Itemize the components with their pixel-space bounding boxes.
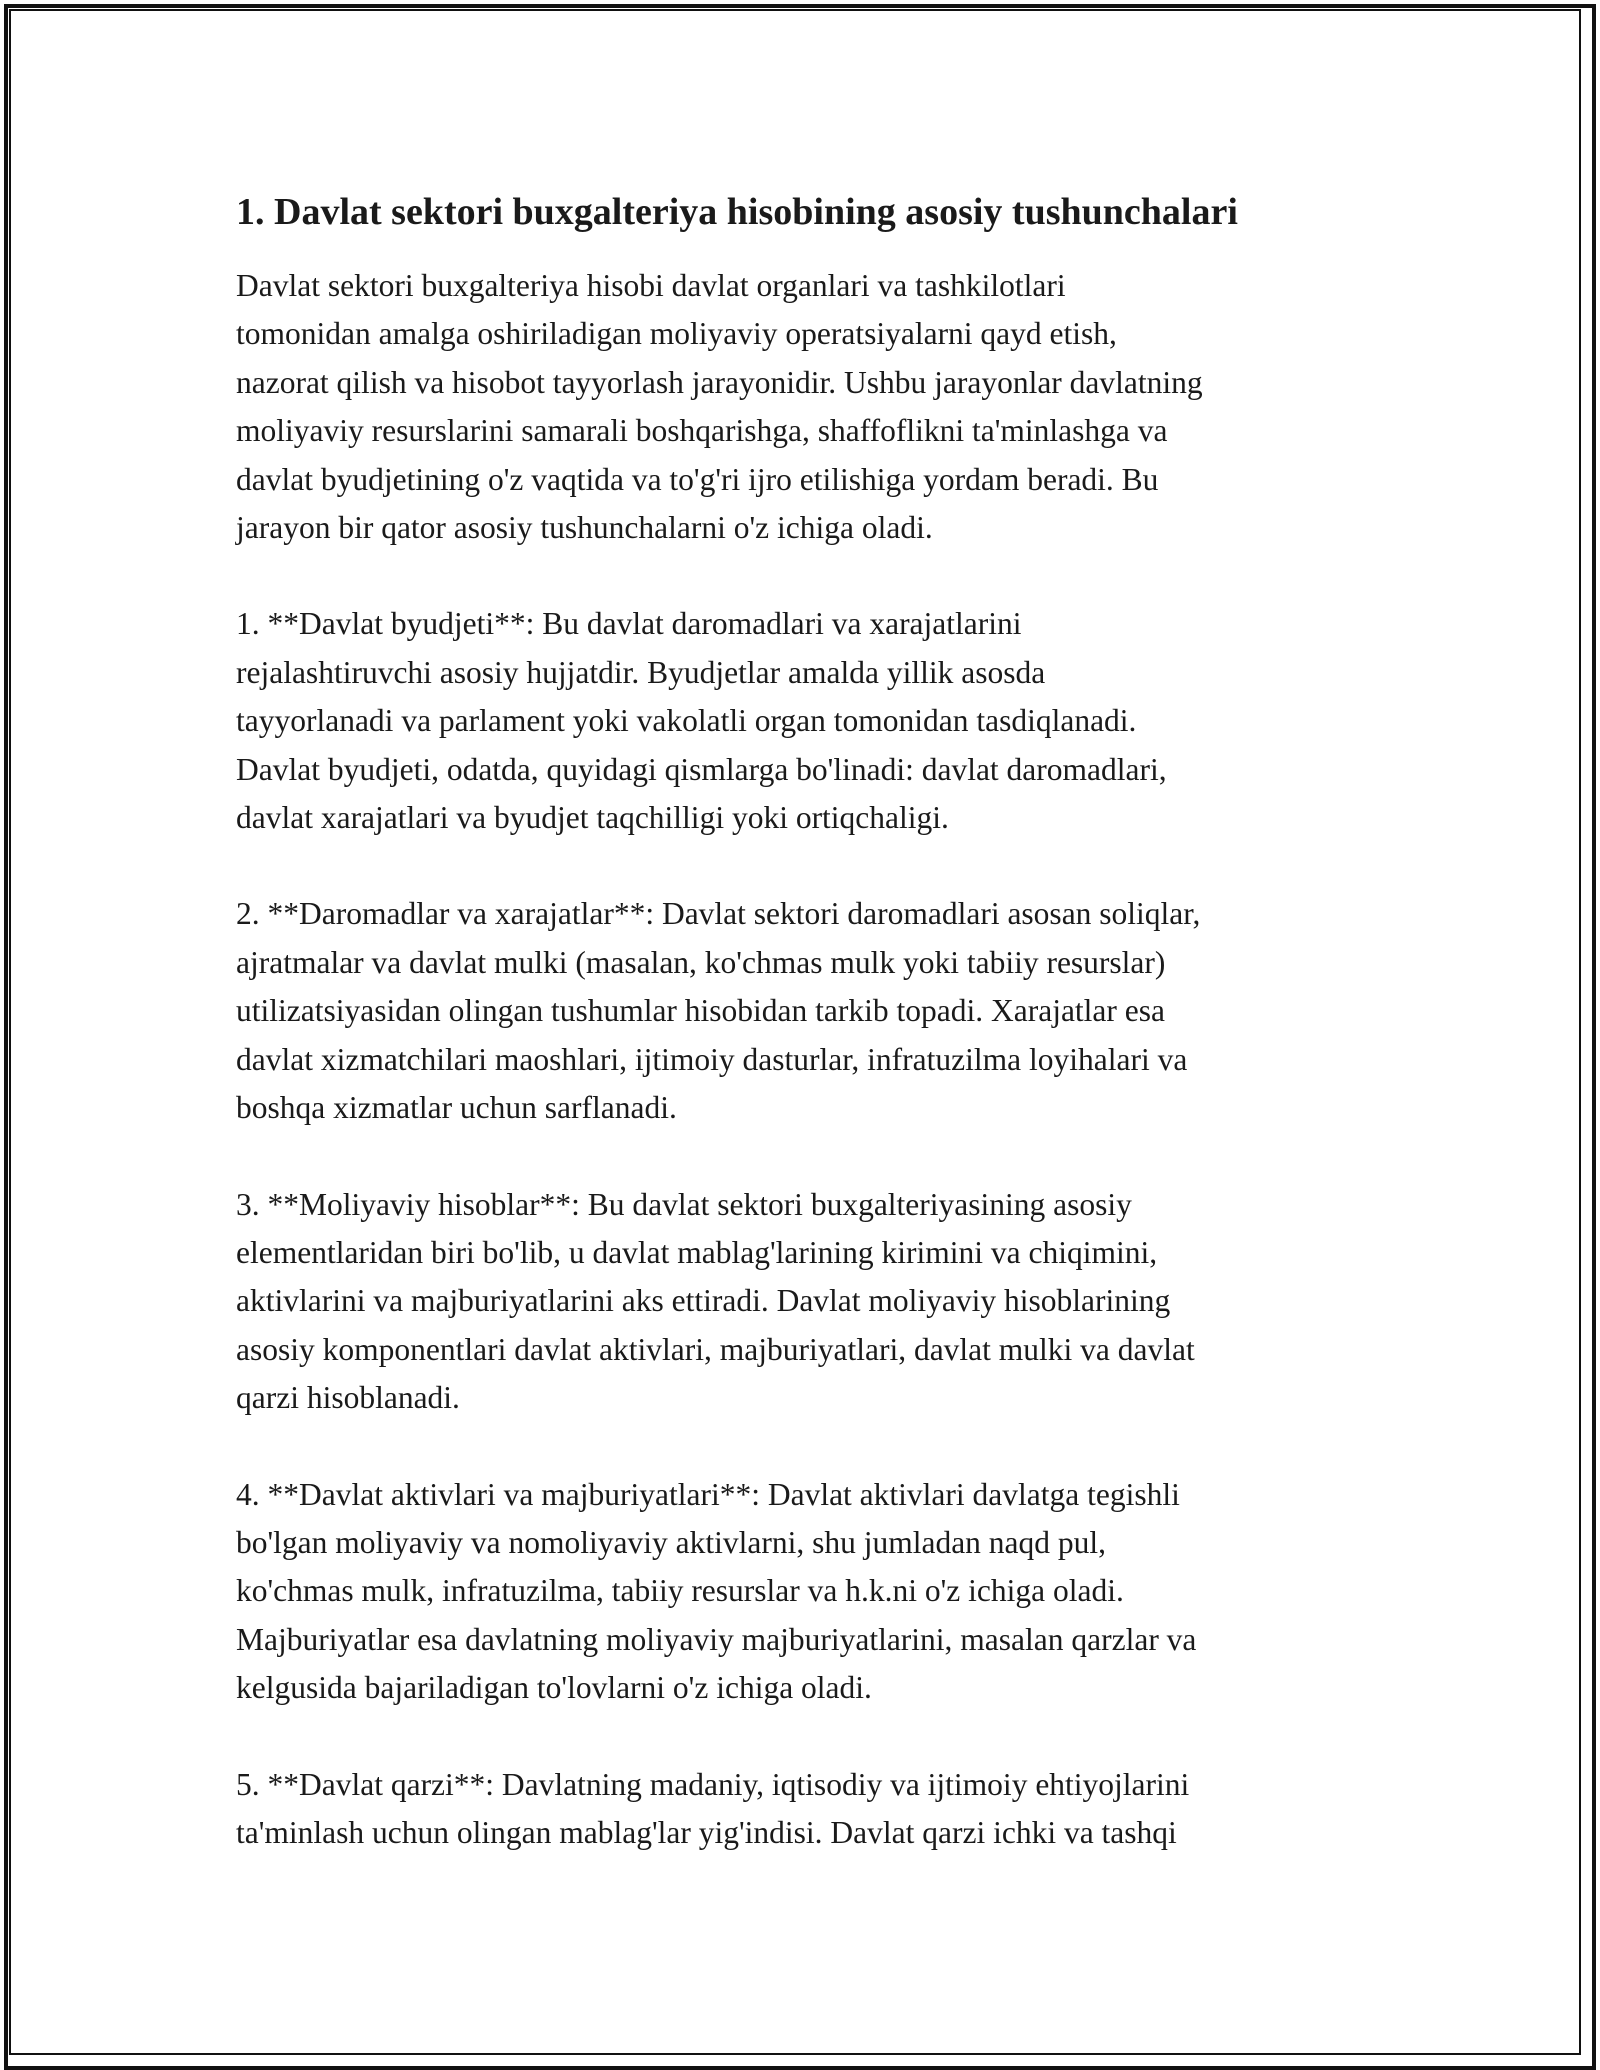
list-item-aktivlar-majburiyatlar: 4. **Davlat aktivlari va majburiyatlari**: Davlat aktivlari davlatga tegishli bo'lgan moliyaviy va nomoliyaviy aktivlarni, shu jumladan naqd pul, ko'chmas mulk, infratuzilma, tabiiy resurslar va h.k.ni o'z ichiga oladi. Majburiyatlar esa davlatning moliyaviy majburiyatlarini, masalan qarzlar va kelgusida bajariladigan to'lovlarni o'z ichiga oladi.	[236, 1476, 1197, 1706]
list-item-davlat-qarzi: 5. **Davlat qarzi**: Davlatning madaniy, iqtisodiy va ijtimoiy ehtiyojlarini ta'minlash uchun olingan mablag'lar yig'indisi. Davlat qarzi ichki va tashqi	[236, 1766, 1190, 1850]
document-body	[236, 188, 1386, 1857]
list-item-daromadlar-xarajatlar: 2. **Daromadlar va xarajatlar**: Davlat sektori daromadlari asosan soliqlar, ajratmalar va davlat mulki (masalan, ko'chmas mulk yoki tabiiy resurslar) utilizatsiyasidan olingan tushumlar hisobidan tarkib topadi. Xarajatlar esa davlat xizmatchilari maoshlari, ijtimoiy dasturlar, infratuzilma loyihalari va boshqa xizmatlar uchun sarflanadi.	[236, 896, 1201, 1126]
list-item-davlat-byudjeti: 1. **Davlat byudjeti**: Bu davlat daromadlari va xarajatlarini rejalashtiruvchi asosiy hujjatdir. Byudjetlar amalda yillik asosda tayyorlanadi va parlament yoki vakolatli organ tomonidan tasdiqlanadi. Davlat byudjeti, odatda, quyidagi qismlarga bo'linadi: davlat daromadlari, davlat xarajatlari va byudjet taqchilligi yoki ortiqchaligi.	[236, 606, 1167, 836]
intro-paragraph: Davlat sektori buxgalteriya hisobi davlat organlari va tashkilotlari tomonidan amalga oshiriladigan moliyaviy operatsiyalarni qayd etish, nazorat qilish va hisobot tayyorlash jarayonidir. Ushbu jarayonlar davlatning moliyaviy resurslarini samarali boshqarishga, shaffoflikni ta'minlashga va davlat byudjetining o'z vaqtida va to'g'ri ijro etilishiga yordam beradi. Bu jarayon bir qator asosiy tushunchalarni o'z ichiga oladi.	[236, 268, 1203, 546]
document-title: 1. Davlat sektori buxgalteriya hisobining asosiy tushunchalari	[236, 191, 1238, 233]
list-item-moliyaviy-hisoblar: 3. **Moliyaviy hisoblar**: Bu davlat sektori buxgalteriyasining asosiy elementlaridan biri bo'lib, u davlat mablag'larining kirimini va chiqimini, aktivlarini va majburiyatlarini aks ettiradi. Davlat moliyaviy hisoblarining asosiy komponentlari davlat aktivlari, majburiyatlari, davlat mulki va davlat qarzi hisoblanadi.	[236, 1186, 1195, 1416]
